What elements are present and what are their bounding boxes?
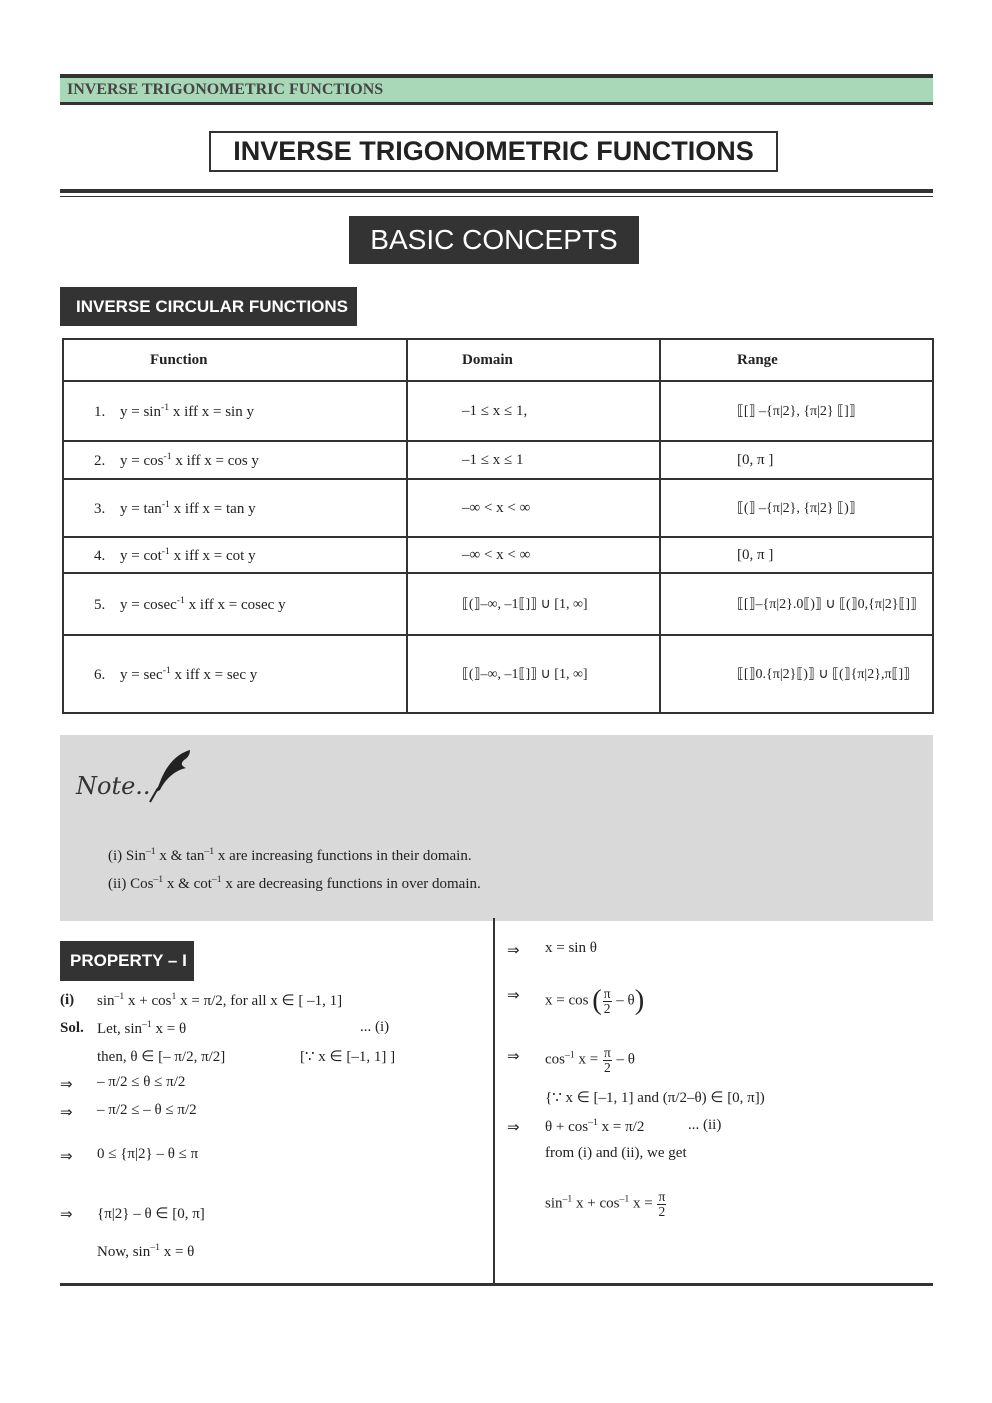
domain-cell: [407, 441, 660, 479]
range-text: ⟦[⟧0.{π|2}⟦)⟧ ∪ ⟦(⟧{π|2},π⟦]⟧: [737, 666, 911, 682]
function-text: $y = \sin^{-1} x$ iff x = sin y: [120, 401, 254, 420]
proof-marker: ⇒: [60, 1149, 73, 1165]
function-cell: [63, 381, 407, 441]
range-cell: [660, 573, 933, 635]
section-heading: BASIC CONCEPTS: [349, 216, 639, 264]
range-cell: [660, 479, 933, 537]
table-row: [63, 635, 933, 713]
row-number: 2.: [94, 452, 106, 469]
col-header-range: Range: [660, 339, 933, 381]
divider: [60, 189, 933, 193]
row-number: 3.: [94, 500, 106, 517]
range-cell: [660, 441, 933, 479]
note-line: (i) Sin$^{-1}$ x & $\tan^{-1} x$ are increasing functions in their domain.: [108, 846, 472, 864]
table-header-row: [63, 339, 933, 381]
col-header-function: Function: [63, 339, 407, 381]
domain-cell: [407, 573, 660, 635]
inverse-functions-table: [62, 338, 934, 714]
row-number: 5.: [94, 596, 106, 613]
domain-text: –∞ < x < ∞: [462, 499, 531, 516]
equation-tag: [∵ x ∈ [–1, 1] ]: [300, 1049, 396, 1065]
row-number: 1.: [94, 403, 106, 420]
property-heading: PROPERTY – I: [60, 941, 194, 981]
proof-marker: (i): [60, 992, 75, 1008]
equation-tag: ... (i): [360, 1019, 390, 1035]
range-text: [0, π ]: [737, 451, 774, 468]
function-text: $y = \sec^{-1} x$ iff x = sec y: [120, 664, 258, 683]
proof-line: x = sin θ: [545, 940, 597, 956]
range-cell: [660, 537, 933, 573]
note-heading: Note..: [76, 772, 151, 800]
proof-marker: ⇒: [507, 988, 520, 1004]
table-row: [63, 441, 933, 479]
proof-marker: ⇒: [507, 943, 520, 959]
function-text: $y = \cot^{-1} x$ iff x = cot y: [120, 545, 256, 564]
function-text: $y = \cos^{-1} x$ iff x = cos y: [120, 450, 259, 469]
table-row: [63, 537, 933, 573]
proof-line: $\sin^{-1} x + \cos^1 x = \pi/2$, for all x ∈ [ –1, 1]: [97, 991, 343, 1009]
domain-text: –∞ < x < ∞: [462, 546, 531, 563]
function-cell: [63, 635, 407, 713]
proof-marker: Sol.: [60, 1020, 84, 1036]
proof-line: – π/2 ≤ – θ ≤ π/2: [97, 1102, 197, 1118]
note-line: (ii) Cos$^{-1}$ x & $\cot^{-1} x$ are decreasing functions in over domain.: [108, 874, 481, 892]
proof-line: Now, $\sin^{-1} x = \theta$: [97, 1242, 195, 1260]
proof-line: – π/2 ≤ θ ≤ π/2: [97, 1074, 186, 1090]
function-text: y = cosec$^{-1}$ x iff x = cosec y: [120, 594, 286, 613]
domain-cell: [407, 635, 660, 713]
domain-cell: [407, 479, 660, 537]
proof-marker: ⇒: [60, 1077, 73, 1093]
row-number: 4.: [94, 547, 106, 564]
subsection-heading: INVERSE CIRCULAR FUNCTIONS: [60, 287, 357, 326]
domain-text: ⟦(⟧–∞, –1⟦]⟧ ∪ [1, ∞]: [462, 596, 588, 612]
function-cell: [63, 573, 407, 635]
proof-line: Let, $\sin^{-1} x = \theta$: [97, 1019, 187, 1037]
range-text: [0, π ]: [737, 546, 774, 563]
proof-marker: ⇒: [60, 1207, 73, 1223]
proof-line: $\theta + \cos^{-1} x = \pi/2$: [545, 1117, 645, 1135]
proof-line: 0 ≤ {π|2} – θ ≤ π: [97, 1146, 199, 1162]
function-text: $y = \tan^{-1} x$ iff x = tan y: [120, 498, 256, 517]
chapter-title: INVERSE TRIGONOMETRIC FUNCTIONS: [209, 131, 778, 172]
col-header-domain: Domain: [407, 339, 660, 381]
quill-pen-icon: [146, 748, 192, 804]
proof-marker: ⇒: [60, 1105, 73, 1121]
proof-marker: ⇒: [507, 1120, 520, 1136]
proof-line: {∵ x ∈ [–1, 1] and (π/2–θ) ∈ [0, π]): [545, 1090, 765, 1106]
proof-line: $\sin^{-1} x + \cos^{-1} x$ = $\frac{\pi}{2}$: [545, 1189, 666, 1219]
domain-text: ⟦(⟧–∞, –1⟦]⟧ ∪ [1, ∞]: [462, 666, 588, 682]
equation-tag: ... (ii): [688, 1117, 722, 1133]
running-header: INVERSE TRIGONOMETRIC FUNCTIONS: [60, 74, 933, 105]
domain-text: –1 ≤ x ≤ 1,: [462, 402, 528, 419]
range-text: ⟦(⟧ –{π|2}, {π|2} ⟦)⟧: [737, 500, 856, 516]
domain-cell: [407, 537, 660, 573]
table-row: [63, 573, 933, 635]
range-text: ⟦[⟧–{π|2}.0⟦)⟧ ∪ ⟦(⟧0,{π|2}⟦]⟧: [737, 596, 917, 612]
function-cell: [63, 441, 407, 479]
proof-line: {π|2} – θ ∈ [0, π]: [97, 1206, 205, 1222]
function-cell: [63, 479, 407, 537]
table-row: [63, 479, 933, 537]
proof-line: from (i) and (ii), we get: [545, 1145, 687, 1161]
function-cell: [63, 537, 407, 573]
domain-cell: [407, 381, 660, 441]
domain-text: –1 ≤ x ≤ 1: [462, 451, 524, 468]
divider: [60, 196, 933, 197]
table-row: [63, 381, 933, 441]
column-divider: [493, 918, 495, 1284]
range-text: ⟦[⟧ –{π|2}, {π|2} ⟦]⟧: [737, 403, 856, 419]
range-cell: [660, 635, 933, 713]
proof-line: x = cos ( $\frac{\pi}{2}$ – θ): [545, 985, 645, 1016]
bottom-rule: [60, 1283, 933, 1286]
proof-line: then, θ ∈ [– π/2, π/2]: [97, 1049, 226, 1065]
row-number: 6.: [94, 666, 106, 683]
proof-marker: ⇒: [507, 1049, 520, 1065]
proof-line: $\cos^{-1} x$ = $\frac{\pi}{2}$ – θ: [545, 1045, 635, 1075]
range-cell: [660, 381, 933, 441]
